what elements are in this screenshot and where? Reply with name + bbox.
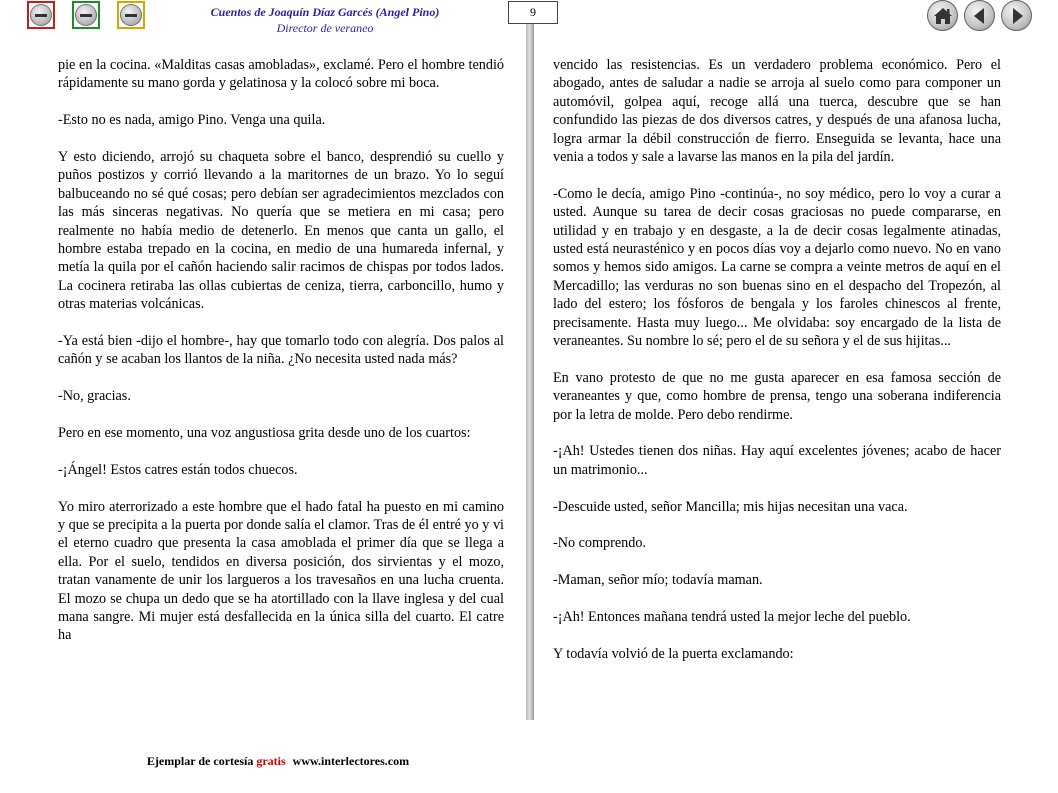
paragraph: -Maman, señor mío; todavía maman.: [553, 572, 763, 589]
page-number: 9: [508, 1, 558, 24]
previous-page-button[interactable]: [964, 0, 995, 31]
paragraph: -No comprendo.: [553, 535, 646, 552]
paragraph: Yo miro aterrorizado a este hombre que el hado fatal ha puesto en mi camino y que se precipita a la puerta por donde salía el clamor. Tras de él entré yo y vi el eterno cuadro que presenta la casa amoblada el primer día que se llega a ella. Por el suelo, tendidos en diversa posición, dos sirvientas y el mozo, tratan vanamente de unir los largueros a los travesaños en una lucha cruenta. El mozo se chupa un dedo que se ha atortillado con la llave inglesa y del cual mana sangre. Mi mujer está desfallecida en la única silla del cuarto. El catre ha: [58, 498, 504, 644]
red-button[interactable]: [27, 1, 55, 29]
book-spine: [526, 24, 534, 720]
paragraph: En vano protesto de que no me gusta aparecer en esa famosa sección de veraneantes y que, como hombre de prensa, tengo una soberana indiferencia por la letra de molde. Pero debo rendirme.: [553, 369, 1001, 423]
paragraph: -¡Ah! Ustedes tienen dos niñas. Hay aquí excelentes jóvenes; acabo de hacer un matrimonio...: [553, 443, 1001, 478]
footer-free-label: gratis: [256, 754, 286, 768]
paragraph: -Como le decía, amigo Pino -continúa-, no soy médico, pero lo voy a curar a usted. Aunque su tarea de decir cosas graciosas no puede compararse, en utilidad y en trabajo y en desgaste, a la de decir cosas legalmente atinadas, usted está neurasténico y en pocos días voy a dejarlo como nuevo. No en vano somos y hemos sido amigos. La carne se compra a veinte metros de aquí en el Mercadillo; las verduras no son buenas sino en el despacho del Tropezón, al lado del estero; los fósforos de bengala y los faroles chinescos al frente, precisamente. Hasta muy luego... Me olvidaba: soy encargado de la lista de veraneantes. Su nombre lo sé; pero el de su señora y el de sus hijitas...: [553, 185, 1001, 350]
paragraph: -No, gracias.: [58, 388, 131, 405]
minus-icon: [75, 4, 97, 26]
yellow-button[interactable]: [117, 1, 145, 29]
book-title: Cuentos de Joaquín Díaz Garcés (Angel Pino): [210, 5, 440, 19]
paragraph: -¡Ah! Entonces mañana tendrá usted la mejor leche del pueblo.: [553, 609, 911, 626]
paragraph: -Esto no es nada, amigo Pino. Venga una quila.: [58, 112, 326, 129]
footer-link[interactable]: www.interlectores.com: [292, 754, 410, 768]
footer: [0, 754, 556, 769]
next-page-button[interactable]: [1001, 0, 1032, 31]
paragraph: -Ya está bien -dijo el hombre-, hay que tomarlo todo con alegría. Dos palos al cañón y se acaban los llantos de la niña. ¿No necesita usted nada más?: [58, 333, 504, 368]
minus-icon: [30, 4, 52, 26]
paragraph: Y todavía volvió de la puerta exclamando:: [553, 645, 794, 662]
home-icon: [933, 7, 953, 25]
paragraph: pie en la cocina. «Malditas casas amobladas», exclamé. Pero el hombre tendió rápidamente su mano gorda y gelatinosa y la colocó sobre mi boca.: [58, 57, 504, 92]
paragraph: vencido las resistencias. Es un verdadero problema económico. Pero el abogado, antes de saludar a nadie se arroja al suelo como para componer un automóvil, golpea aquí, recoge allá una tuerca, descubre que se han confundido las piezas de dos diversos catres, y después de una afanosa lucha, logra armar la débil construcción de fierro. Enseguida se levanta, hace una venia a todos y sale a lavarse las manos en la pila del jardín.: [553, 57, 1001, 166]
paragraph: -Descuide usted, señor Mancilla; mis hijas necesitan una vaca.: [553, 498, 908, 515]
arrow-left-icon: [972, 7, 988, 25]
paragraph: Y esto diciendo, arrojó su chaqueta sobre el banco, desprendió su cuello y puños postizos y corrió llevando a la maritornes de un brazo. Yo lo seguí balbuceando no sé qué cosas; pero debían ser agradecimientos mezclados con las más sinceras negativas. No quería que se metiera en mi casa; pero realmente no había medio de detenerlo. En menos que canta un gallo, el hombre estaba trepado en la cocina, en medio de una humareda infernal, y metía la quila por el cañón haciendo salir racimos de chispas por todos lados. La cocinera retiraba las ollas cubiertas de ceniza, tierra, carboncillo, humo y otras materias volcánicas.: [58, 149, 504, 313]
paragraph: -¡Ángel! Estos catres están todos chuecos.: [58, 461, 298, 478]
minus-icon: [120, 4, 142, 26]
story-title: Director de veraneo: [276, 21, 374, 35]
green-button[interactable]: [72, 1, 100, 29]
left-text-column: [58, 56, 504, 663]
footer-prefix: Ejemplar de cortesía: [146, 754, 254, 768]
right-text-column: [553, 56, 1001, 682]
arrow-right-icon: [1009, 7, 1025, 25]
paragraph: Pero en ese momento, una voz angustiosa grita desde uno de los cuartos:: [58, 425, 471, 442]
home-button[interactable]: [927, 0, 958, 31]
